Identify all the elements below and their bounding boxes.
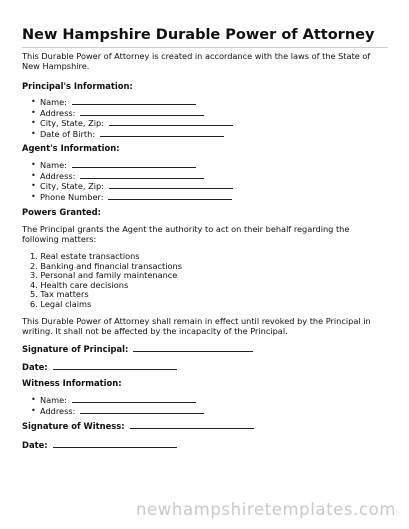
witness-heading: Witness Information: [22,378,122,388]
document-title: New Hampshire Durable Power of Attorney [22,27,375,43]
durability-paragraph: This Durable Power of Attorney shall remain in effect until revoked by the Principal in writing. It shall not be affected by the incapacity of the Principal. [22,316,371,337]
field-label: Name: [40,160,70,170]
field-label: Name: [40,395,70,405]
date-label: Date: [22,440,51,450]
field-label: Address: [40,170,78,181]
power-item: 6. Legal claims [30,298,92,309]
witness-signature-blank[interactable] [130,421,254,429]
date-label: Date: [22,362,51,372]
power-item: 5. Tax matters [30,289,89,300]
witness-signature-line [22,421,254,431]
principal-fields-list [22,97,233,139]
city-blank[interactable] [109,181,233,189]
witness-fields-list [22,395,204,416]
dob-blank[interactable] [100,129,224,137]
watermark-text: newhampshiretemplates.com [136,500,396,519]
principal-city-field [22,118,233,129]
powers-list [22,252,182,310]
field-label: City, State, Zip: [40,181,107,192]
agent-name-field [22,160,233,171]
powers-intro: The Principal grants the Agent the authority to act on their behalf regarding the following matters: [22,224,350,245]
name-blank[interactable] [72,97,196,105]
field-label: Phone Number: [40,191,107,202]
city-blank[interactable] [109,118,233,126]
principal-heading: Principal's Information: [22,81,133,91]
principal-signature-label: Signature of Principal: [22,344,132,354]
date-blank[interactable] [53,362,177,370]
phone-blank[interactable] [108,192,232,200]
power-item: 4. Health care decisions [30,279,129,290]
agent-address-field [22,171,233,182]
name-blank[interactable] [72,160,196,168]
field-label: Name: [40,97,70,107]
agent-fields-list [22,160,233,202]
field-label: Address: [40,107,78,118]
principal-dob-field [22,129,233,140]
agent-heading: Agent's Information: [22,143,120,153]
title-divider [22,47,388,48]
name-blank[interactable] [72,395,196,403]
powers-heading: Powers Granted: [22,207,101,217]
field-label: City, State, Zip: [40,118,107,129]
power-item: 2. Banking and financial transactions [30,260,182,271]
intro-paragraph: This Durable Power of Attorney is created in accordance with the laws of the State of New Hampshire. [22,51,371,72]
witness-name-field [22,395,204,406]
witness-signature-label: Signature of Witness: [22,421,128,431]
witness-date-line [22,440,177,450]
address-blank[interactable] [80,406,204,414]
agent-phone-field [22,192,233,203]
field-label: Address: [40,405,78,416]
agent-city-field [22,181,233,192]
field-label: Date of Birth: [40,128,98,139]
principal-signature-line [22,344,253,354]
principal-date-line [22,362,177,372]
address-blank[interactable] [80,108,204,116]
power-item: 1. Real estate transactions [30,251,140,261]
address-blank[interactable] [80,171,204,179]
principal-name-field [22,97,233,108]
principal-address-field [22,108,233,119]
power-item: 3. Personal and family maintenance [30,270,178,281]
witness-address-field [22,406,204,417]
date-blank[interactable] [53,440,177,448]
principal-signature-blank[interactable] [133,344,253,352]
